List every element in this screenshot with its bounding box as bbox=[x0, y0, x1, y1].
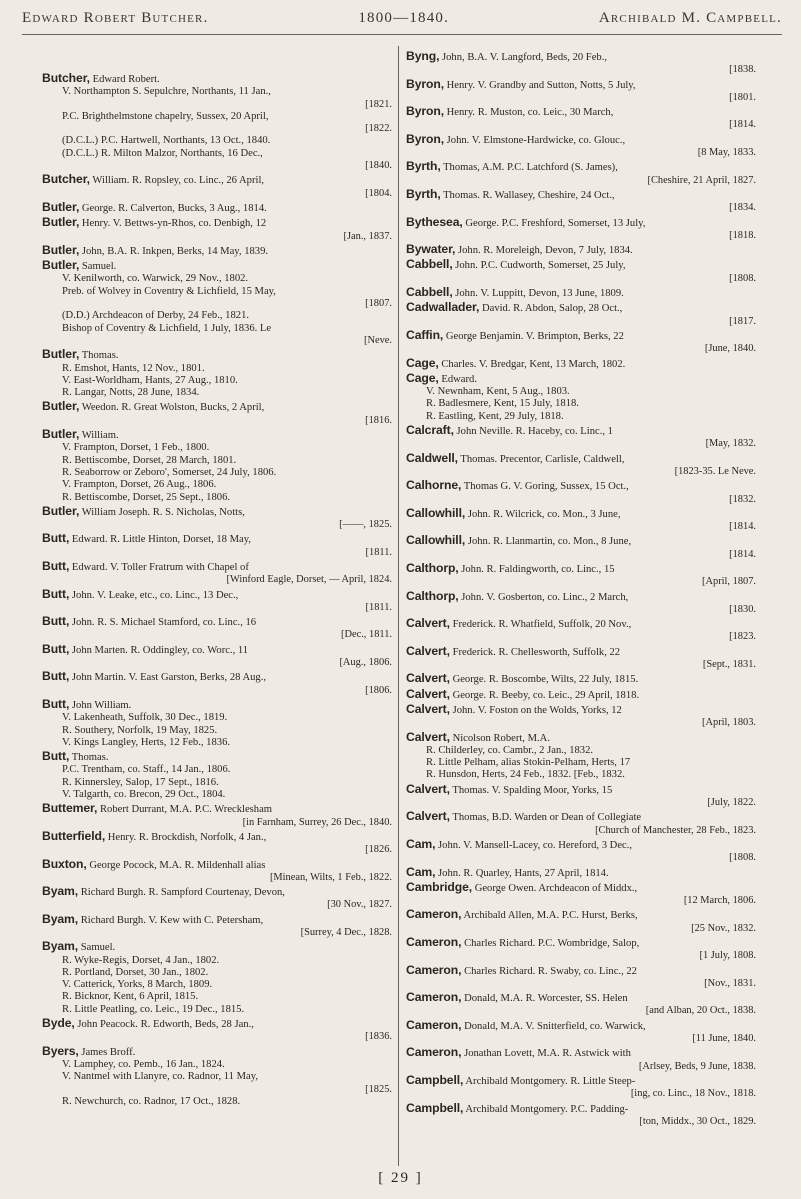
entry bbox=[42, 802, 398, 829]
entry-line: V. Northampton S. Sepulchre, Northants, 11 Jan., bbox=[62, 86, 271, 98]
entry-surname: Butt, bbox=[42, 531, 70, 546]
entry bbox=[406, 1102, 762, 1129]
entry bbox=[406, 838, 762, 865]
entry-text: John. V. Foston on the Wolds, Yorks, 12 bbox=[449, 704, 622, 716]
entry bbox=[406, 1019, 762, 1046]
entry-text: George. R. Calverton, Bucks, 3 Aug., 1814. bbox=[79, 202, 267, 214]
entry-surname: Calcraft, bbox=[406, 423, 454, 438]
entry-continuation: [1816. bbox=[365, 414, 392, 426]
entry-surname: Byde, bbox=[42, 1016, 75, 1031]
entry-continuation: [1836. bbox=[365, 1031, 392, 1043]
entry-surname: Calhorne, bbox=[406, 478, 462, 493]
entry-surname: Cameron, bbox=[406, 962, 462, 977]
entry-continuation: [1834. bbox=[729, 202, 756, 214]
entry-surname: Cameron, bbox=[406, 1017, 462, 1032]
entry-continuation: [Dec., 1811. bbox=[341, 629, 392, 641]
entry-text: Richard Burgh. R. Sampford Courtenay, Devon, bbox=[78, 887, 285, 899]
entry-text: John, B.A. R. Inkpen, Berks, 14 May, 1839. bbox=[79, 245, 269, 257]
entry bbox=[42, 259, 398, 347]
entry bbox=[42, 830, 398, 857]
entry-surname: Calvert, bbox=[406, 781, 450, 796]
entry-continuation: [1830. bbox=[729, 603, 756, 615]
entry-continuation: [Nov., 1831. bbox=[704, 977, 756, 989]
entry bbox=[406, 991, 762, 1018]
entry-line: R. Badlesmere, Kent, 15 July, 1818. bbox=[426, 398, 579, 410]
entry-surname: Butt, bbox=[42, 558, 70, 573]
entry bbox=[42, 348, 398, 399]
entry-surname: Butt, bbox=[42, 614, 70, 629]
entry-continuation: [25 Nov., 1832. bbox=[691, 922, 756, 934]
entry bbox=[406, 645, 762, 672]
entry bbox=[42, 505, 398, 532]
entry bbox=[406, 731, 762, 782]
entry bbox=[406, 617, 762, 644]
entry-line: P.C. Brighthelmstone chapelry, Sussex, 20 April, bbox=[62, 110, 269, 122]
entry-line: R. Emshot, Hants, 12 Nov., 1801. bbox=[62, 362, 205, 374]
entry-continuation: [30 Nov., 1827. bbox=[327, 899, 392, 911]
entry bbox=[406, 258, 762, 285]
entry-surname: Byron, bbox=[406, 104, 444, 119]
entry-text: Frederick. R. Chellesworth, Suffolk, 22 bbox=[449, 646, 621, 658]
entry-surname: Byam, bbox=[42, 939, 79, 954]
entry bbox=[406, 866, 762, 880]
entry bbox=[406, 590, 762, 617]
entry bbox=[406, 243, 762, 257]
entry-surname: Cameron, bbox=[406, 1045, 462, 1060]
entry bbox=[406, 188, 762, 215]
entry bbox=[42, 201, 398, 215]
entry-line: R. Newchurch, co. Radnor, 17 Oct., 1828. bbox=[62, 1095, 241, 1107]
entry-continuation: [12 March, 1806. bbox=[683, 895, 756, 907]
entry-continuation: [ing, co. Linc., 18 Nov., 1818. bbox=[630, 1088, 756, 1100]
entry-line: R. Southery, Norfolk, 19 May, 1825. bbox=[62, 724, 218, 736]
entry-line: R. Little Pelham, alias Stokin-Pelham, Herts, 17 bbox=[426, 757, 631, 769]
entry-surname: Calvert, bbox=[406, 671, 450, 686]
entry-continuation: [1801. bbox=[729, 91, 756, 103]
entry-surname: Butler, bbox=[42, 427, 80, 442]
entry-text: George Owen. Archdeacon of Middx., bbox=[472, 882, 638, 894]
entry-text: William Joseph. R. S. Nicholas, Notts, bbox=[79, 506, 245, 518]
entry bbox=[406, 964, 762, 991]
entry-continuation: [1814. bbox=[729, 548, 756, 560]
entry-text: Edward. R. Little Hinton, Dorset, 18 May, bbox=[69, 534, 251, 546]
entry-text: John. V. Mansell-Lacey, co. Hereford, 3 Dec., bbox=[435, 839, 633, 851]
entry-continuation: [Winford Eagle, Dorset, — April, 1824. bbox=[226, 574, 392, 586]
entry-text: Donald, M.A. R. Worcester, SS. Helen bbox=[461, 993, 628, 1005]
entry-text: Edward. V. Toller Fratrum with Chapel of bbox=[69, 561, 249, 573]
entry-line: R. Wyke-Regis, Dorset, 4 Jan., 1802. bbox=[62, 954, 220, 966]
entry-continuation: [1814. bbox=[729, 521, 756, 533]
entry-surname: Butler, bbox=[42, 399, 80, 414]
entry-continuation: [1817. bbox=[729, 315, 756, 327]
entry-line: V. Nantmel with Llanyre, co. Radnor, 11 May, bbox=[62, 1071, 259, 1083]
entry-continuation: [Sept., 1831. bbox=[702, 659, 756, 671]
entry-surname: Calvert, bbox=[406, 729, 450, 744]
entry-text: Thomas. V. Spalding Moor, Yorks, 15 bbox=[449, 784, 613, 796]
entry-continuation: [Neve. bbox=[364, 334, 392, 346]
entry-text: John. R. Quarley, Hants, 27 April, 1814. bbox=[435, 867, 609, 879]
entry bbox=[406, 688, 762, 702]
entry-line: V. Lakenheath, Suffolk, 30 Dec., 1819. bbox=[62, 712, 228, 724]
entry-line: R. Eastling, Kent, 29 July, 1818. bbox=[426, 410, 564, 422]
entry-surname: Byrth, bbox=[406, 159, 441, 174]
entry-continuation: [11 June, 1840. bbox=[692, 1033, 756, 1045]
entry bbox=[42, 400, 398, 427]
entry-surname: Butler, bbox=[42, 347, 80, 362]
entry-text: Archibald Montgomery. P.C. Padding- bbox=[463, 1103, 629, 1115]
entry-line: V. Newnham, Kent, 5 Aug., 1803. bbox=[426, 386, 570, 398]
entry bbox=[406, 479, 762, 506]
entry-text: John. R. Wilcrick, co. Mon., 3 June, bbox=[465, 508, 621, 520]
entry-text: George. P.C. Freshford, Somerset, 13 July, bbox=[462, 217, 646, 229]
entry-text: Henry. V. Grandby and Sutton, Notts, 5 July, bbox=[444, 79, 636, 91]
entry-text: John. P.C. Cudworth, Somerset, 25 July, bbox=[452, 260, 626, 272]
entry-text: John. R. Moreleigh, Devon, 7 July, 1834. bbox=[455, 245, 633, 257]
entry-text: John. R. S. Michael Stamford, co. Linc., 16 bbox=[69, 617, 257, 629]
entry bbox=[406, 1074, 762, 1101]
header-rule bbox=[22, 34, 782, 35]
entry-text: Henry. V. Bettws-yn-Rhos, co. Denbigh, 12 bbox=[79, 218, 267, 230]
entry-line: Bishop of Coventry & Lichfield, 1 July, 1836. Le bbox=[62, 322, 272, 334]
entry-text: John. V. Elmstone-Hardwicke, co. Glouc., bbox=[444, 134, 626, 146]
entry-line: R. Bicknor, Kent, 6 April, 1815. bbox=[62, 991, 199, 1003]
entry-surname: Bywater, bbox=[406, 242, 456, 257]
entry-continuation: [Church of Manchester, 28 Feb., 1823. bbox=[595, 824, 756, 836]
entry-surname: Calvert, bbox=[406, 809, 450, 824]
entry-text: George. R. Beeby, co. Leic., 29 April, 1818. bbox=[449, 689, 640, 701]
entry-continuation: [Jan., 1837. bbox=[343, 230, 392, 242]
entry bbox=[42, 1017, 398, 1044]
entry-surname: Butler, bbox=[42, 215, 80, 230]
entry-line: R. Kinnersley, Salop, 17 Sept., 1816. bbox=[62, 776, 219, 788]
entry-text: Charles Richard. R. Swaby, co. Linc., 22 bbox=[461, 965, 637, 977]
entry bbox=[406, 1046, 762, 1073]
entry-surname: Callowhill, bbox=[406, 505, 466, 520]
entry-text: Thomas G. V. Goring, Sussex, 15 Oct., bbox=[461, 481, 629, 493]
entry-text: Henry. R. Muston, co. Leic., 30 March, bbox=[444, 107, 614, 119]
entry-surname: Butt, bbox=[42, 749, 70, 764]
entry bbox=[42, 532, 398, 559]
entry bbox=[406, 286, 762, 300]
entry-line: Preb. of Wolvey in Coventry & Lichfield, 15 May, bbox=[62, 285, 276, 297]
entry-text: John, B.A. V. Langford, Beds, 20 Feb., bbox=[439, 52, 607, 63]
entry-continuation: [1818. bbox=[729, 229, 756, 241]
entry-line: R. Hunsdon, Herts, 24 Feb., 1832. [Feb., 1832. bbox=[426, 769, 625, 781]
entry-surname: Butt, bbox=[42, 586, 70, 601]
entry bbox=[406, 881, 762, 908]
entry-continuation: [1838. bbox=[729, 64, 756, 76]
entry-surname: Butt, bbox=[42, 696, 70, 711]
header-right: Archibald M. Campbell. bbox=[598, 10, 782, 26]
entry-text: Thomas. R. Wallasey, Cheshire, 24 Oct., bbox=[440, 189, 615, 201]
entry bbox=[406, 372, 762, 423]
entry bbox=[406, 216, 762, 243]
entry-text: Archibald Montgomery. R. Little Steep- bbox=[463, 1075, 636, 1087]
entry-text: Charles Richard. P.C. Wombridge, Salop, bbox=[461, 938, 640, 949]
entry-continuation: [April, 1807. bbox=[702, 576, 756, 588]
entry bbox=[406, 908, 762, 935]
entry-continuation: [1822. bbox=[365, 123, 392, 135]
entry-text: John Neville. R. Haceby, co. Linc., 1 bbox=[453, 426, 613, 438]
entry-surname: Campbell, bbox=[406, 1072, 464, 1087]
entry bbox=[406, 507, 762, 534]
entry-line: R. Little Peatling, co. Leic., 19 Dec., 1815. bbox=[62, 1003, 245, 1015]
entry-surname: Byam, bbox=[42, 884, 79, 899]
entry-surname: Calvert, bbox=[406, 686, 450, 701]
entry bbox=[42, 940, 398, 1016]
entry-surname: Byrth, bbox=[406, 186, 441, 201]
entry bbox=[406, 424, 762, 451]
entry-continuation: [1807. bbox=[365, 298, 392, 310]
entry bbox=[42, 858, 398, 885]
entry bbox=[406, 301, 762, 328]
entry bbox=[406, 329, 762, 356]
entry-text: John. V. Leake, etc., co. Linc., 13 Dec., bbox=[69, 589, 239, 601]
entry-surname: Butler, bbox=[42, 258, 80, 273]
running-header bbox=[22, 10, 782, 27]
entry-surname: Cam, bbox=[406, 836, 436, 851]
entry-text: Samuel. bbox=[79, 261, 117, 273]
page-number: [ 29 ] bbox=[378, 1170, 423, 1186]
entry-continuation: [8 May, 1833. bbox=[697, 147, 756, 159]
entry bbox=[42, 698, 398, 749]
entry-text: Edward Robert. bbox=[89, 74, 160, 85]
entry-text: John Martin. V. East Garston, Berks, 28 Aug., bbox=[69, 672, 267, 684]
entry-line: (D.C.L.) R. Milton Malzor, Northants, 16 Dec., bbox=[62, 147, 263, 159]
entry-continuation: [1806. bbox=[365, 684, 392, 696]
entry bbox=[406, 783, 762, 810]
entry-surname: Cadwallader, bbox=[406, 300, 480, 315]
entry-surname: Buttemer, bbox=[42, 801, 98, 816]
entry-continuation: [1826. bbox=[365, 844, 392, 856]
entry-continuation: [Cheshire, 21 April, 1827. bbox=[647, 174, 756, 186]
entry-continuation: [in Farnham, Surrey, 26 Dec., 1840. bbox=[242, 816, 392, 828]
header-center: 1800—1840. bbox=[358, 10, 450, 26]
entry bbox=[406, 562, 762, 589]
entry-text: Henry. R. Brockdish, Norfolk, 4 Jan., bbox=[105, 831, 267, 843]
entry-continuation: [ton, Middx., 30 Oct., 1829. bbox=[639, 1115, 756, 1127]
entry bbox=[406, 703, 762, 730]
entry-text: Robert Durrant, M.A. P.C. Wrecklesham bbox=[97, 804, 273, 816]
entry-continuation: [Arlsey, Beds, 9 June, 1838. bbox=[638, 1060, 756, 1072]
entry-line: R. Portland, Dorset, 30 Jan., 1802. bbox=[62, 966, 209, 978]
entry-surname: Butler, bbox=[42, 503, 80, 518]
entry-line: (D.C.L.) P.C. Hartwell, Northants, 13 Oct., 1840. bbox=[62, 135, 271, 147]
entry-text: Charles. V. Bredgar, Kent, 13 March, 1802. bbox=[438, 358, 626, 370]
entry-line: R. Langar, Notts, 28 June, 1834. bbox=[62, 387, 200, 399]
entry-continuation: [1825. bbox=[365, 1083, 392, 1095]
left-column bbox=[42, 72, 398, 1108]
entry-text: Frederick. R. Whatfield, Suffolk, 20 Nov., bbox=[449, 619, 632, 631]
entry-continuation: [1808. bbox=[729, 272, 756, 284]
entry-surname: Byers, bbox=[42, 1043, 79, 1058]
entry-surname: Caldwell, bbox=[406, 450, 458, 465]
entry-surname: Calthorp, bbox=[406, 588, 459, 603]
entry-surname: Byam, bbox=[42, 911, 79, 926]
entry bbox=[42, 428, 398, 504]
entry bbox=[42, 72, 398, 172]
entry-surname: Butler, bbox=[42, 199, 80, 214]
entry-continuation: [1832. bbox=[729, 493, 756, 505]
entry-continuation: [Aug., 1806. bbox=[339, 657, 392, 669]
entry-line: R. Bettiscombe, Dorset, 28 March, 1801. bbox=[62, 454, 237, 466]
entry-text: Thomas, B.D. Warden or Dean of Collegiate bbox=[449, 812, 642, 824]
entry-text: John. R. Llanmartin, co. Mon., 8 June, bbox=[465, 536, 632, 548]
entry-text: John. R. Faldingworth, co. Linc., 15 bbox=[458, 563, 615, 575]
entry-surname: Caffin, bbox=[406, 327, 444, 342]
entry-continuation: [June, 1840. bbox=[704, 343, 756, 355]
entry-surname: Calvert, bbox=[406, 701, 450, 716]
entry bbox=[406, 534, 762, 561]
entry-continuation: [1804. bbox=[365, 187, 392, 199]
entry-line: (D.D.) Archdeacon of Derby, 24 Feb., 1821. bbox=[62, 310, 250, 322]
entry-line: R. Seaborrow or Zeboro', Somerset, 24 July, 1806. bbox=[62, 466, 277, 478]
entry-text: Edward. bbox=[438, 373, 477, 385]
entry-surname: Cage, bbox=[406, 355, 439, 370]
entry-continuation: [1840. bbox=[365, 160, 392, 172]
entry-surname: Cam, bbox=[406, 864, 436, 879]
entry-surname: Cameron, bbox=[406, 907, 462, 922]
entry-text: Samuel. bbox=[78, 942, 116, 954]
entry-text: Nicolson Robert, M.A. bbox=[449, 732, 550, 744]
entry bbox=[406, 936, 762, 963]
entry-surname: Butcher, bbox=[42, 172, 90, 187]
entry-continuation: [July, 1822. bbox=[707, 797, 756, 809]
entry bbox=[42, 173, 398, 200]
entry-text: David. R. Abdon, Salop, 28 Oct., bbox=[479, 303, 623, 315]
entry bbox=[42, 670, 398, 697]
entry bbox=[42, 1045, 398, 1108]
entry-text: Thomas. bbox=[79, 350, 119, 362]
entry-continuation: [1811. bbox=[365, 546, 392, 558]
entry-surname: Cameron, bbox=[406, 990, 462, 1005]
entry-text: Richard Burgh. V. Kew with C. Petersham, bbox=[78, 914, 264, 926]
entry bbox=[42, 913, 398, 940]
entry-surname: Campbell, bbox=[406, 1100, 464, 1115]
entry-surname: Buxton, bbox=[42, 856, 87, 871]
entry-surname: Calvert, bbox=[406, 643, 450, 658]
entry-line: P.C. Trentham, co. Staff., 14 Jan., 1806. bbox=[62, 764, 231, 776]
entry-text: Donald, M.A. V. Snitterfield, co. Warwick, bbox=[461, 1020, 646, 1032]
entry-continuation: [Minean, Wilts, 1 Feb., 1822. bbox=[269, 871, 392, 883]
entry bbox=[406, 133, 762, 160]
entry-text: George Pocock, M.A. R. Mildenhall alias bbox=[86, 859, 266, 871]
entry-text: John Marten. R. Oddingley, co. Worc., 11 bbox=[69, 644, 249, 656]
entry bbox=[406, 105, 762, 132]
entry-surname: Butcher, bbox=[42, 71, 90, 85]
entry-continuation: [1814. bbox=[729, 119, 756, 131]
entry-text: George Benjamin. V. Brimpton, Berks, 22 bbox=[443, 330, 624, 342]
entry-surname: Byng, bbox=[406, 49, 440, 63]
header-left: Edward Robert Butcher. bbox=[22, 10, 209, 26]
entry-line: V. Lamphey, co. Pemb., 16 Jan., 1824. bbox=[62, 1058, 225, 1070]
entry-surname: Butler, bbox=[42, 242, 80, 257]
entry-continuation: [and Alban, 20 Oct., 1838. bbox=[645, 1005, 756, 1017]
entry-surname: Callowhill, bbox=[406, 533, 466, 548]
entry-line: V. Catterick, Yorks, 8 March, 1809. bbox=[62, 979, 213, 991]
entry-line: R. Childerley, co. Cambr., 2 Jan., 1832. bbox=[426, 744, 594, 756]
entry-line: V. Kings Langley, Herts, 12 Feb., 1836. bbox=[62, 736, 231, 748]
entry-continuation: [April, 1803. bbox=[702, 717, 756, 729]
entry bbox=[406, 160, 762, 187]
entry-text: Thomas, A.M. P.C. Latchford (S. James), bbox=[440, 162, 618, 174]
entry-line: V. Kenilworth, co. Warwick, 29 Nov., 1802. bbox=[62, 273, 249, 285]
entry-text: William. R. Ropsley, co. Linc., 26 April, bbox=[89, 175, 265, 187]
entry-line: V. Frampton, Dorset, 1 Feb., 1800. bbox=[62, 442, 210, 454]
entry-continuation: [1823-35. Le Neve. bbox=[674, 465, 756, 477]
entry-line: V. East-Worldham, Hants, 27 Aug., 1810. bbox=[62, 374, 238, 386]
entry-surname: Butt, bbox=[42, 669, 70, 684]
entry-continuation: [——, 1825. bbox=[339, 519, 392, 531]
entry-text: George. R. Boscombe, Wilts, 22 July, 1815. bbox=[449, 674, 639, 686]
entry-text: Thomas. Precentor, Carlisle, Caldwell, bbox=[457, 453, 625, 465]
entry bbox=[42, 244, 398, 258]
entry-surname: Cambridge, bbox=[406, 879, 473, 894]
entry-surname: Byron, bbox=[406, 131, 444, 146]
entry-text: James Broff. bbox=[78, 1046, 136, 1058]
entry-text: William. bbox=[79, 430, 119, 442]
entry-surname: Calvert, bbox=[406, 616, 450, 631]
entry bbox=[406, 672, 762, 686]
entry-surname: Cage, bbox=[406, 370, 439, 385]
entry-continuation: [May, 1832. bbox=[705, 438, 756, 450]
entry bbox=[42, 885, 398, 912]
entry bbox=[406, 452, 762, 479]
entry-surname: Byron, bbox=[406, 76, 444, 91]
entry-text: Jonathan Lovett, M.A. R. Astwick with bbox=[461, 1048, 631, 1060]
entry-text: John Peacock. R. Edworth, Beds, 28 Jan., bbox=[74, 1019, 254, 1031]
entry-continuation: [1811. bbox=[365, 601, 392, 613]
entry-text: John. V. Gosberton, co. Linc., 2 March, bbox=[458, 591, 629, 603]
entry bbox=[406, 357, 762, 371]
entry-text: John William. bbox=[69, 699, 132, 711]
entry-line: V. Talgarth, co. Brecon, 29 Oct., 1804. bbox=[62, 789, 226, 801]
entry-surname: Calthorp, bbox=[406, 560, 459, 575]
entry-text: Archibald Allen, M.A. P.C. Hurst, Berks, bbox=[461, 910, 638, 922]
entry-surname: Butterfield, bbox=[42, 828, 106, 843]
entry-surname: Butt, bbox=[42, 641, 70, 656]
entry bbox=[42, 216, 398, 243]
right-column bbox=[406, 50, 762, 1128]
entry-continuation: [Surrey, 4 Dec., 1828. bbox=[300, 927, 392, 938]
entry-text: John. V. Luppitt, Devon, 13 June, 1809. bbox=[452, 288, 624, 300]
entry bbox=[406, 78, 762, 105]
entry-continuation: [1821. bbox=[365, 98, 392, 110]
entry bbox=[42, 588, 398, 615]
entry bbox=[42, 643, 398, 670]
entry-line: V. Frampton, Dorset, 26 Aug., 1806. bbox=[62, 479, 217, 491]
entry-surname: Cabbell, bbox=[406, 285, 453, 300]
entry bbox=[406, 50, 762, 77]
entry-surname: Cabbell, bbox=[406, 257, 453, 272]
entry-text: Thomas. bbox=[69, 752, 109, 764]
entry bbox=[42, 615, 398, 642]
entry-continuation: [1823. bbox=[729, 631, 756, 643]
entry-continuation: [1 July, 1808. bbox=[699, 950, 756, 962]
entry-surname: Cameron, bbox=[406, 935, 462, 949]
column-divider bbox=[398, 46, 399, 1166]
entry-surname: Bythesea, bbox=[406, 214, 463, 229]
entry bbox=[406, 810, 762, 837]
entry-text: Weedon. R. Great Wolston, Bucks, 2 April, bbox=[79, 402, 265, 414]
entry-line: R. Bettiscombe, Dorset, 25 Sept., 1806. bbox=[62, 491, 231, 503]
entry-continuation: [1808. bbox=[729, 852, 756, 864]
entry bbox=[42, 750, 398, 801]
entry bbox=[42, 560, 398, 587]
